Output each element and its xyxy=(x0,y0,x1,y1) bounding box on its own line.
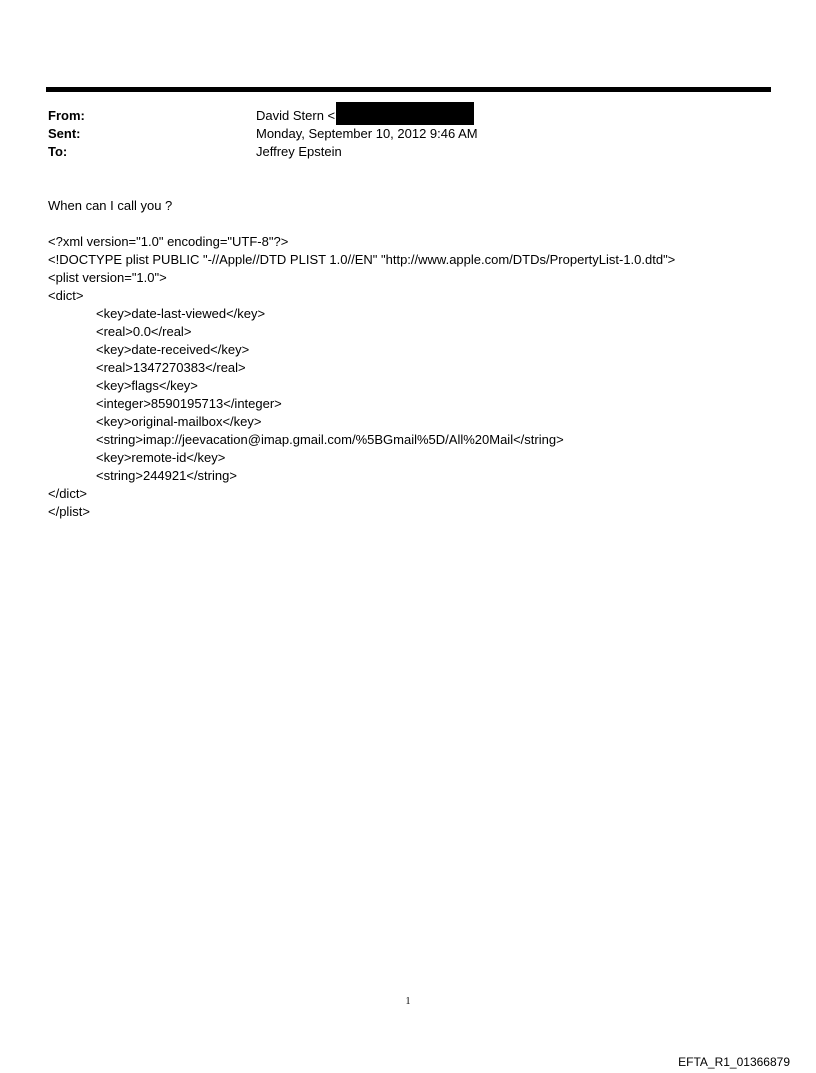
email-body xyxy=(48,197,788,521)
xml-line: <string>244921</string> xyxy=(96,468,237,483)
xml-dict-open: <dict> xyxy=(48,288,84,303)
xml-line: <key>remote-id</key> xyxy=(96,450,226,465)
from-value xyxy=(256,107,474,125)
sent-row xyxy=(48,125,748,143)
from-row xyxy=(48,107,748,125)
from-label: From: xyxy=(48,108,85,123)
xml-line: <key>flags</key> xyxy=(96,378,198,393)
bates-number: EFTA_R1_01366879 xyxy=(678,1055,790,1069)
xml-plist-open: <plist version="1.0"> xyxy=(48,270,167,285)
xml-declaration: <?xml version="1.0" encoding="UTF-8"?> xyxy=(48,234,289,249)
xml-line: <integer>8590195713</integer> xyxy=(96,396,282,411)
xml-line: <key>date-last-viewed</key> xyxy=(96,306,266,321)
to-label: To: xyxy=(48,144,68,159)
sender-name: David Stern < xyxy=(256,108,336,123)
message-text: When can I call you ? xyxy=(48,198,173,213)
sent-label: Sent: xyxy=(48,126,81,141)
xml-line: <real>0.0</real> xyxy=(96,324,192,339)
sent-value: Monday, September 10, 2012 9:46 AM xyxy=(256,126,478,141)
xml-line: <real>1347270383</real> xyxy=(96,360,246,375)
page-number: 1 xyxy=(405,996,411,1007)
xml-line: <string>imap://jeevacation@imap.gmail.com/%5BGmail%5D/All%20Mail</string> xyxy=(96,432,564,447)
email-header xyxy=(48,107,748,161)
xml-plist-close: </plist> xyxy=(48,504,90,519)
to-row xyxy=(48,143,748,161)
redaction-box xyxy=(336,102,474,125)
xml-line: <key>date-received</key> xyxy=(96,342,250,357)
xml-doctype: <!DOCTYPE plist PUBLIC "-//Apple//DTD PLIST 1.0//EN" "http://www.apple.com/DTDs/PropertyList-1.0.dtd"> xyxy=(48,252,676,267)
to-value: Jeffrey Epstein xyxy=(256,144,342,159)
xml-line: <key>original-mailbox</key> xyxy=(96,414,262,429)
xml-dict-close: </dict> xyxy=(48,486,88,501)
header-divider xyxy=(46,87,771,92)
